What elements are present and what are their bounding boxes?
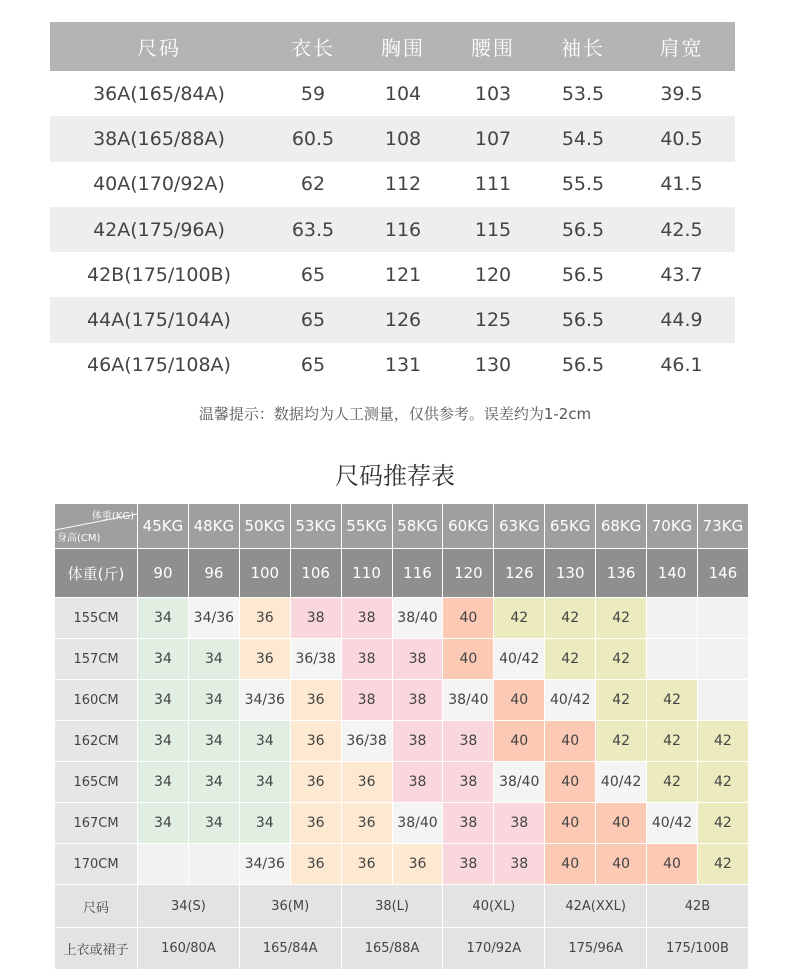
size-recommendation-cell: 42 [596, 598, 646, 638]
size-recommendation-cell: 38 [342, 639, 392, 679]
size-chart-cell: 62 [300, 173, 326, 196]
size-label-cell: 42B [647, 885, 748, 927]
top-spec-cell: 165/88A [342, 928, 443, 969]
size-chart-cell: 65 [300, 354, 326, 377]
size-chart-cell: 44.9 [628, 297, 735, 342]
size-recommendation-cell: 40 [443, 639, 493, 679]
corner-header-cell [55, 504, 137, 548]
size-recommendation-cell: 38/40 [393, 598, 443, 638]
size-chart-cell: 126 [358, 297, 448, 342]
size-label-cell: 42A(XXL) [545, 885, 646, 927]
size-recommendation-cell: 34 [189, 639, 239, 679]
size-chart-row [50, 343, 735, 388]
size-recommendation-cell: 42 [596, 721, 646, 761]
size-chart-body [50, 71, 735, 388]
size-recommendation-cell: 34 [138, 762, 188, 802]
size-recommendation-cell: 42 [647, 762, 697, 802]
size-recommendation-cell: 34 [138, 639, 188, 679]
size-recommendation-cell: 36 [291, 762, 341, 802]
size-chart-cell: 130 [474, 354, 512, 377]
size-recommendation-cell [698, 639, 748, 679]
weight-jin-header: 140 [647, 549, 697, 597]
weight-kg-header: 55KG [342, 504, 392, 548]
size-recommendation-cell: 36/38 [342, 721, 392, 761]
size-chart-cell: 42.5 [628, 207, 735, 252]
size-chart-cell: 54.5 [538, 116, 628, 161]
size-recommendation-cell: 40 [545, 803, 595, 843]
size-recommendation-cell: 34/36 [240, 844, 290, 884]
size-recommendation-cell: 42 [698, 721, 748, 761]
header-chest: 胸围 [358, 22, 448, 71]
size-chart-cell: 55.5 [561, 173, 605, 196]
size-chart-cell: 44A(175/104A) [50, 297, 268, 342]
size-recommendation-cell: 34 [189, 721, 239, 761]
header-shoulder: 肩宽 [628, 22, 735, 71]
size-recommendation-cell: 34 [240, 721, 290, 761]
weight-jin-header: 110 [342, 549, 392, 597]
top-row-label: 上衣或裙子 [55, 928, 137, 969]
size-chart-cell: 103 [474, 82, 512, 105]
top-spec-cell: 160/80A [138, 928, 239, 969]
size-chart-cell: 115 [448, 207, 538, 252]
size-chart-cell: 42A(175/96A) [50, 207, 268, 252]
size-recommendation-cell: 40 [545, 762, 595, 802]
size-chart-cell: 112 [384, 173, 422, 196]
size-recommendation-cell: 34 [138, 803, 188, 843]
size-recommendation-cell: 34 [189, 803, 239, 843]
size-recommendation-cell: 36 [291, 844, 341, 884]
weight-jin-header: 126 [494, 549, 544, 597]
size-label-cell: 40(XL) [443, 885, 544, 927]
size-chart-cell: 38A(165/88A) [50, 116, 268, 161]
weight-jin-header: 130 [545, 549, 595, 597]
top-spec-cell: 170/92A [443, 928, 544, 969]
size-recommendation-cell: 38 [443, 844, 493, 884]
size-recommendation-grid [55, 504, 744, 966]
size-label-cell: 34(S) [138, 885, 239, 927]
size-recommendation-cell: 42 [698, 762, 748, 802]
size-recommendation-cell: 38 [494, 844, 544, 884]
size-chart-cell: 125 [448, 297, 538, 342]
size-recommendation-cell: 38 [291, 598, 341, 638]
size-recommendation-cell: 40/42 [596, 762, 646, 802]
weight-kg-header: 48KG [189, 504, 239, 548]
measurement-tip: 温馨提示：数据均为人工测量，仅供参考。误差约为1-2cm [198, 405, 592, 423]
size-recommendation-cell: 36 [240, 598, 290, 638]
size-chart-cell: 63.5 [268, 207, 358, 252]
weight-jin-header: 116 [393, 549, 443, 597]
size-chart-cell: 116 [358, 207, 448, 252]
size-recommendation-cell: 40 [443, 598, 493, 638]
corner-weight-label: 体重(KG) [91, 511, 134, 522]
size-recommendation-cell [698, 598, 748, 638]
height-row-label: 155CM [55, 598, 137, 638]
size-recommendation-cell: 38 [443, 721, 493, 761]
size-chart-row [50, 162, 735, 207]
size-chart-row [50, 71, 735, 116]
size-chart-row [50, 116, 735, 161]
size-chart-cell: 56.5 [538, 297, 628, 342]
size-chart-cell: 40.5 [628, 116, 735, 161]
weight-kg-header: 50KG [240, 504, 290, 548]
size-recommendation-cell: 38 [494, 803, 544, 843]
size-chart-cell: 107 [448, 116, 538, 161]
weight-kg-header: 45KG [138, 504, 188, 548]
weight-kg-header: 60KG [443, 504, 493, 548]
size-chart-cell: 60.5 [268, 116, 358, 161]
size-recommendation-cell: 40 [596, 844, 646, 884]
header-waist: 腰围 [448, 22, 538, 71]
top-spec-cell: 175/96A [545, 928, 646, 969]
header-size: 尺码 [50, 22, 268, 71]
size-recommendation-cell: 36/38 [291, 639, 341, 679]
recommendation-title: 尺码推荐表 [335, 462, 455, 490]
size-recommendation-cell [647, 639, 697, 679]
size-chart-header-row [50, 22, 735, 71]
size-recommendation-cell: 42 [647, 721, 697, 761]
size-recommendation-cell: 42 [596, 639, 646, 679]
size-recommendation-cell: 34/36 [189, 598, 239, 638]
weight-jin-header: 96 [189, 549, 239, 597]
size-row-label: 尺码 [55, 885, 137, 927]
size-recommendation-cell: 42 [494, 598, 544, 638]
size-recommendation-cell: 40/42 [647, 803, 697, 843]
size-recommendation-cell: 42 [545, 598, 595, 638]
size-recommendation-cell: 40/42 [494, 639, 544, 679]
size-label-cell: 38(L) [342, 885, 443, 927]
size-recommendation-cell: 34 [138, 598, 188, 638]
size-recommendation-cell: 36 [291, 803, 341, 843]
size-chart-cell: 36A(165/84A) [93, 82, 225, 105]
size-label-cell: 36(M) [240, 885, 341, 927]
size-recommendation-cell: 42 [698, 844, 748, 884]
size-recommendation-cell: 36 [342, 762, 392, 802]
size-recommendation-cell: 38 [393, 762, 443, 802]
weight-kg-header: 63KG [494, 504, 544, 548]
size-recommendation-cell: 36 [393, 844, 443, 884]
size-chart-cell: 42B(175/100B) [86, 263, 231, 286]
size-recommendation-cell: 34/36 [240, 680, 290, 720]
size-recommendation-cell [647, 598, 697, 638]
size-recommendation-cell: 38 [443, 803, 493, 843]
height-row-label: 162CM [55, 721, 137, 761]
size-chart-cell: 46.1 [660, 354, 703, 377]
size-recommendation-cell: 40 [545, 844, 595, 884]
header-length: 衣长 [268, 22, 358, 71]
size-chart-row [50, 297, 735, 342]
weight-jin-header: 136 [596, 549, 646, 597]
size-chart-cell: 108 [358, 116, 448, 161]
size-chart-cell: 41.5 [660, 173, 703, 196]
corner-height-label: 身高(CM) [57, 533, 101, 544]
size-recommendation-cell: 42 [545, 639, 595, 679]
size-recommendation-cell: 40 [494, 680, 544, 720]
size-recommendation-cell: 40 [596, 803, 646, 843]
weight-jin-header: 146 [698, 549, 748, 597]
size-recommendation-cell: 34 [240, 803, 290, 843]
size-recommendation-cell: 36 [342, 803, 392, 843]
size-recommendation-cell: 34 [189, 762, 239, 802]
size-chart-cell: 121 [384, 263, 422, 286]
size-recommendation-cell: 42 [647, 680, 697, 720]
size-chart-cell: 111 [474, 173, 512, 196]
size-recommendation-cell: 36 [240, 639, 290, 679]
size-recommendation-cell: 38/40 [494, 762, 544, 802]
header-sleeve: 袖长 [538, 22, 628, 71]
size-chart-cell: 56.5 [561, 263, 605, 286]
weight-kg-header: 73KG [698, 504, 748, 548]
size-chart-cell: 39.5 [660, 82, 703, 105]
top-spec-cell: 175/100B [647, 928, 748, 969]
size-chart-cell: 104 [384, 82, 422, 105]
size-recommendation-cell: 34 [138, 680, 188, 720]
size-chart-cell: 40A(170/92A) [93, 173, 225, 196]
weight-jin-header: 106 [291, 549, 341, 597]
size-recommendation-cell: 38 [443, 762, 493, 802]
size-chart-row [50, 207, 735, 252]
weight-kg-header: 58KG [393, 504, 443, 548]
size-recommendation-cell [138, 844, 188, 884]
size-chart-cell: 46A(175/108A) [87, 354, 231, 377]
size-chart-row [50, 252, 735, 297]
size-recommendation-cell: 36 [291, 721, 341, 761]
size-chart-cell: 65 [268, 297, 358, 342]
size-recommendation-cell: 34 [189, 680, 239, 720]
size-recommendation-cell: 40/42 [545, 680, 595, 720]
size-recommendation-cell: 42 [698, 803, 748, 843]
weight-kg-header: 70KG [647, 504, 697, 548]
size-recommendation-cell [698, 680, 748, 720]
size-chart-table [50, 22, 735, 388]
size-chart-cell: 53.5 [561, 82, 605, 105]
height-row-label: 170CM [55, 844, 137, 884]
weight-kg-header: 68KG [596, 504, 646, 548]
size-recommendation-cell: 40 [647, 844, 697, 884]
height-row-label: 167CM [55, 803, 137, 843]
size-chart-cell: 59 [300, 82, 326, 105]
size-recommendation-cell: 38/40 [393, 803, 443, 843]
size-chart-cell: 120 [474, 263, 512, 286]
size-chart-cell: 65 [300, 263, 326, 286]
size-recommendation-cell: 34 [138, 721, 188, 761]
size-recommendation-cell: 38 [342, 598, 392, 638]
weight-kg-header: 53KG [291, 504, 341, 548]
size-recommendation-cell [189, 844, 239, 884]
size-recommendation-cell: 38/40 [443, 680, 493, 720]
size-recommendation-cell: 38 [393, 721, 443, 761]
size-recommendation-cell: 38 [393, 639, 443, 679]
size-recommendation-cell: 38 [393, 680, 443, 720]
size-recommendation-cell: 36 [291, 680, 341, 720]
size-chart-cell: 56.5 [561, 354, 605, 377]
height-row-label: 160CM [55, 680, 137, 720]
size-recommendation-cell: 42 [596, 680, 646, 720]
size-chart-cell: 56.5 [538, 207, 628, 252]
size-recommendation-cell: 40 [494, 721, 544, 761]
size-recommendation-cell: 34 [240, 762, 290, 802]
weight-jin-header: 100 [240, 549, 290, 597]
weight-kg-header: 65KG [545, 504, 595, 548]
weight-jin-label: 体重(斤) [55, 549, 137, 597]
size-chart-cell: 131 [384, 354, 422, 377]
size-recommendation-cell: 38 [342, 680, 392, 720]
size-recommendation-cell: 36 [342, 844, 392, 884]
height-row-label: 165CM [55, 762, 137, 802]
top-spec-cell: 165/84A [240, 928, 341, 969]
weight-jin-header: 120 [443, 549, 493, 597]
height-row-label: 157CM [55, 639, 137, 679]
weight-jin-header: 90 [138, 549, 188, 597]
size-chart-cell: 43.7 [660, 263, 703, 286]
size-recommendation-cell: 40 [545, 721, 595, 761]
